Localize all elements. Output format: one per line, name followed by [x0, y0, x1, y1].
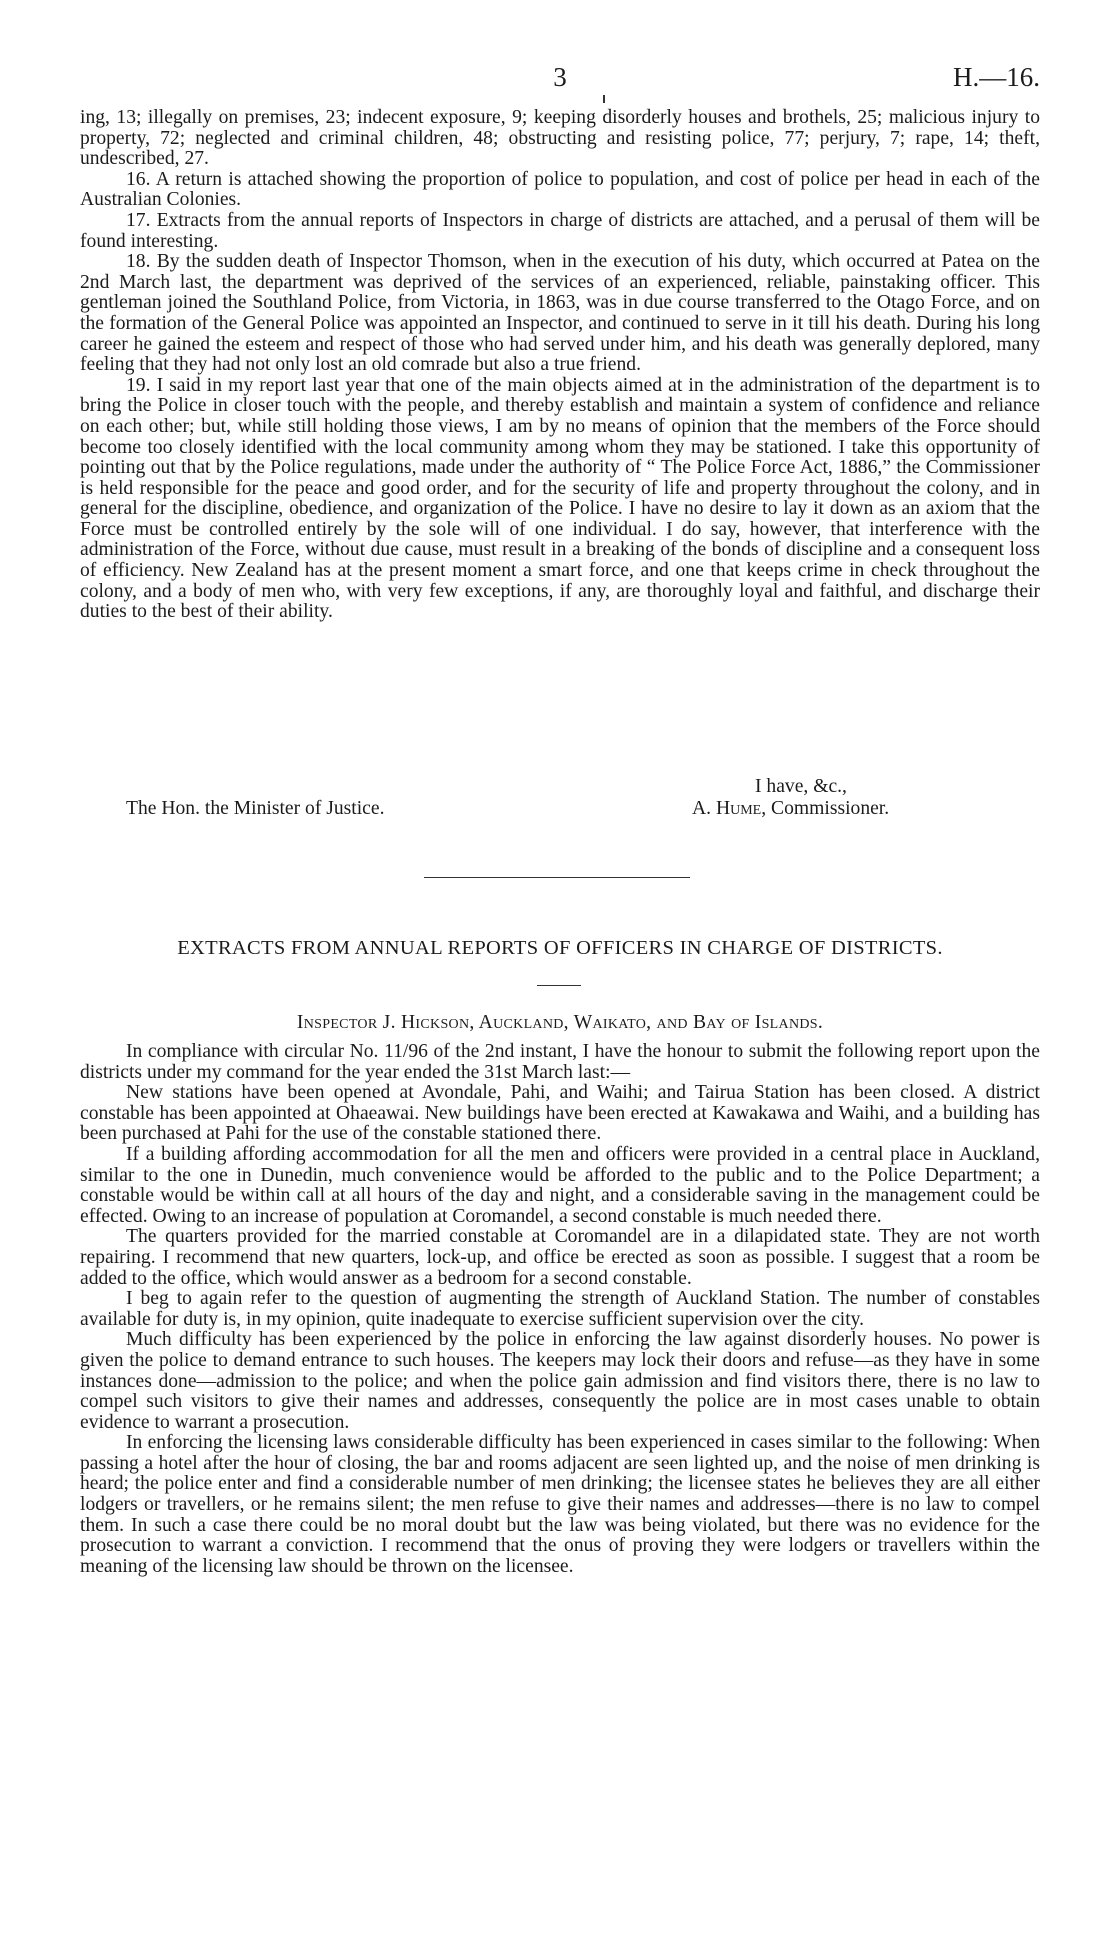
printer-mark [603, 95, 605, 103]
closing-phrase: I have, &c., [755, 776, 847, 797]
paragraph-17: 17. Extracts from the annual reports of Inspectors in charge of districts are attached, and a perusal of them will be found interesting. [80, 209, 1040, 252]
signer [692, 798, 889, 819]
signer-title: , Commissioner. [761, 798, 890, 819]
extract-paragraph: If a building affording accommodation for all the men and officers were provided in a central place in Auckland, similar to the one in Dunedin, much convenience would be afforded to the public and to the Police Department; a constable would be within call at all hours of the day and night, and a considerable saving in the management could be effected. Owing to an increase of population at Coromandel, a second constable is much needed there. [80, 1143, 1040, 1227]
signer-name: Hume [715, 798, 762, 819]
page-number: 3 [553, 62, 567, 92]
heading-rule [537, 985, 581, 986]
paragraph-16: 16. A return is attached showing the proportion of police to population, and cost of police per head in each of the Australian Colonies. [80, 168, 1040, 211]
paragraph-19: 19. I said in my report last year that one of the main objects aimed at in the administration of the department is to bring the Police in closer touch with the people, and thereby establish and maintain a system of confidence and reliance on each other; but, while still holding those views, I am by no means of opinion that the members of the Force should become too closely identified with the local community among whom they may be stationed. I take this opportunity of pointing out that by the Police regulations, made under the authority of “ The Police Force Act, 1886,” the Commissioner is held responsible for the peace and good order, and for the security of life and property throughout the colony, and in general for the discipline, obedience, and organization of the Police. I have no desire to lay it down as an axiom that the Force must be controlled entirely by the sole will of one individual. I do say, however, that interference with the administration of the Force, without due cause, must result in a breaking of the bonds of discipline and a consequent loss of efficiency. New Zealand has at the present moment a smart force, and one that keeps crime in check throughout the colony, and a body of men who, with very few exceptions, if any, are thoroughly loyal and faithful, and discharge their duties to the best of their ability. [80, 374, 1040, 623]
signer-initial: A. [692, 798, 712, 819]
extract-paragraph: Much difficulty has been experienced by the police in enforcing the law against disorderly houses. No power is given the police to demand entrance to such houses. The keepers may lock their doors and refuse—as they have in some instances done—admission to the police; and when the police gain admission and find visitors there, there is no law to compel such visitors to give their names and addresses, consequently the police are in most cases unable to obtain evidence to warrant a prosecution. [80, 1329, 1040, 1433]
paragraph-18: 18. By the sudden death of Inspector Thomson, when in the execution of his duty, which occurred at Patea on the 2nd March last, the department was deprived of the services of an experienced, reliable, painstaking officer. This gentleman joined the Southland Police, from Victoria, in 1863, was in due course transferred to the Otago Force, and on the formation of the General Police was appointed an Inspector, and continued to serve in it till his death. During his long career he gained the esteem and respect of those who had served under him, and his death was generally deplored, many feeling that they had not only lost an old comrade but also a true friend. [80, 251, 1040, 376]
extract-paragraph: In compliance with circular No. 11/96 of the 2nd instant, I have the honour to submit the following report upon the districts under my command for the year ended the 31st March last:— [80, 1041, 1040, 1083]
extracts-body [80, 1042, 1040, 1577]
extracts-heading: EXTRACTS FROM ANNUAL REPORTS OF OFFICERS IN CHARGE OF DISTRICTS. [177, 937, 943, 959]
section-divider [424, 877, 690, 878]
report-body [80, 108, 1040, 623]
document-reference: H.—16. [953, 62, 1040, 92]
extract-paragraph: New stations have been opened at Avondale, Pahi, and Waihi; and Tairua Station has been closed. A district constable has been appointed at Ohaeawai. New buildings have been erected at Kawakawa and Waihi, and a building has been purchased at Pahi for the use of the constable stationed there. [80, 1082, 1040, 1145]
page-header [80, 58, 1040, 98]
extract-paragraph: I beg to again refer to the question of augmenting the strength of Auckland Station. The number of constables available for duty is, in my opinion, quite inadequate to exercise sufficient supervision over the city. [80, 1288, 1040, 1330]
addressee: The Hon. the Minister of Justice. [126, 798, 385, 819]
extract-paragraph: In enforcing the licensing laws considerable difficulty has been experienced in cases similar to the following: When passing a hotel after the hour of closing, the bar and rooms adjacent are seen lighted up, and the noise of men drinking is heard; the police enter and find a considerable number of men drinking; the licensee states he believes they are all either lodgers or travellers, or he remains silent; the men refuse to give their names and addresses—there is no law to compel them. In such a case there could be no moral doubt but the law was being violated, but there was no evidence for the prosecution to warrant a conviction. I recommend that the onus of proving they were lodgers or travellers within the meaning of the licensing law should be thrown on the licensee. [80, 1432, 1040, 1577]
signature-block [80, 776, 1040, 820]
extract-paragraph: The quarters provided for the married constable at Coromandel are in a dilapidated state. They are not worth repairing. I recommend that new quarters, lock-up, and office be erected as soon as possible. I suggest that a room be added to the office, which would answer as a bedroom for a second constable. [80, 1226, 1040, 1289]
inspector-subheading: Inspector J. Hickson, Auckland, Waikato, and Bay of Islands. [296, 1012, 824, 1033]
paragraph-offence-list: ing, 13; illegally on premises, 23; indecent exposure, 9; keeping disorderly houses and brothels, 25; malicious injury to property, 72; neglected and criminal children, 48; obstructing and resisting police, 77; perjury, 7; rape, 14; theft, undescribed, 27. [80, 107, 1040, 170]
